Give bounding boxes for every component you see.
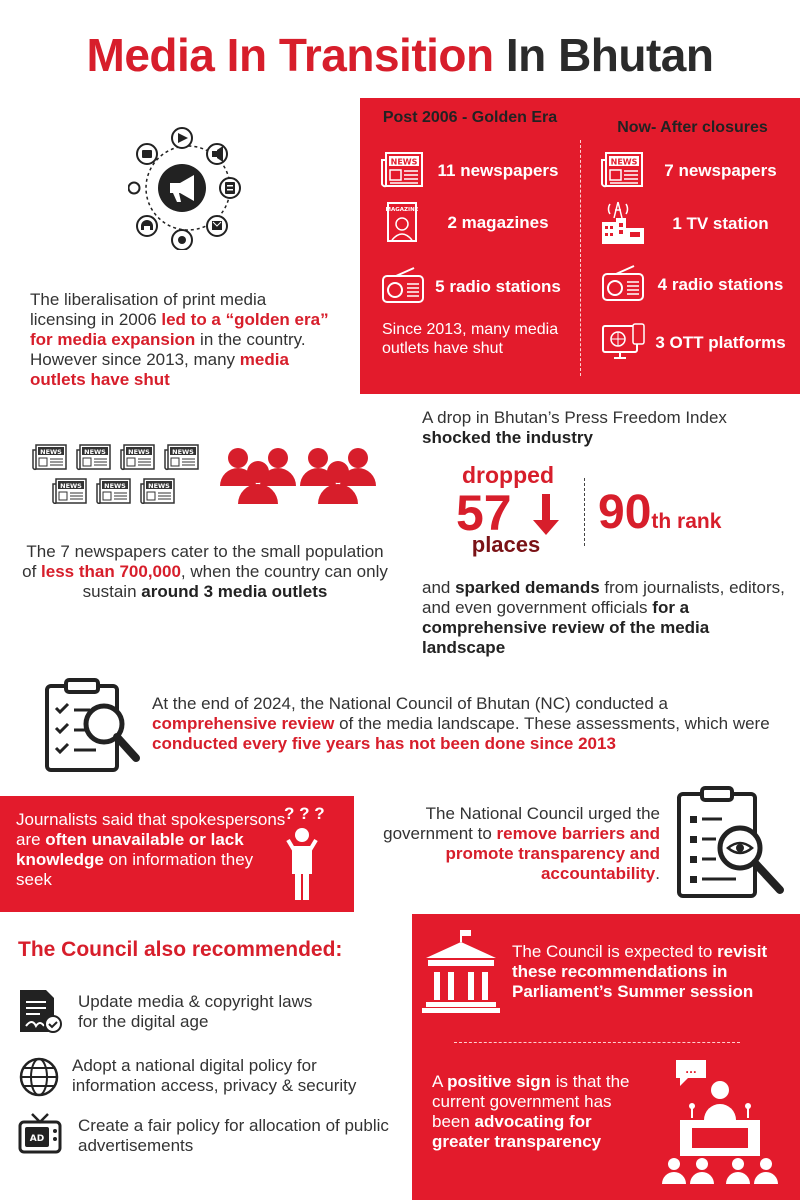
stat-right-newspapers: NEWS 7 newspapers [600,150,795,190]
stat-left-magazines: MAGAZINE 2 magazines [380,202,570,242]
newspaper-icon [600,150,646,190]
question-marks: ? ? ? [284,804,325,823]
page-title: Media In Transition In Bhutan [86,29,714,81]
panel-divider [454,1042,740,1043]
ott-platform-icon [600,322,646,362]
stat-right-radio: 4 radio stations [600,264,795,304]
media-wheel-icon [128,126,248,250]
stat-right-ott: 3 OTT platforms [600,322,795,362]
positive-sign-text: A positive sign is that the current government has been advocating for greater transparency [432,1072,630,1151]
newspaper-grid-icon [30,442,202,504]
svg-text:AD: AD [29,1134,45,1144]
radio-icon [600,264,646,304]
tv-advertisement-icon [18,1112,62,1156]
globe-icon [18,1056,60,1098]
press-freedom-intro: A drop in Bhutan’s Press Freedom Index shocked the industry [422,408,727,447]
svg-text:NEWS: NEWS [610,157,638,167]
stat-left-radio: 5 radio stations [380,266,570,306]
stat-left-newspapers: NEWS 11 newspapers [380,150,570,190]
tv-station-icon [600,200,646,246]
press-divider [584,478,585,546]
confused-person-icon [284,826,320,900]
arrow-down-icon [532,494,560,536]
council-expectations-panel [412,914,800,1200]
nc-urge-text: The National Council urged the government to remove barriers and promote transparency and accountability. [383,804,660,883]
clipboard-review-icon [44,678,140,774]
post-2006-header: Post 2006 - Golden Era [382,109,558,126]
outlets-shut-note: Since 2013, many media outlets have shut [382,321,559,357]
svg-text:MAGAZINE: MAGAZINE [385,207,419,213]
clipboard-eye-icon [676,786,788,900]
recommendation-1: Update media & copyright laws for the digital age [78,992,313,1031]
journalists-panel [0,796,354,912]
dropped-number: 57 [456,485,512,541]
population-text: The 7 newspapers cater to the small population of less than 700,000, when the country can only sustain around 3 media outlets [22,542,388,601]
revisit-text: The Council is expected to revisit these recommendations in Parliament’s Summer session [512,942,768,1001]
recommendations-heading: The Council also recommended: [18,938,343,961]
stat-right-tv: 1 TV station [600,200,795,246]
radio-icon [380,266,426,306]
after-closures-header: Now- After closures [617,119,768,136]
sparked-demands-text: and sparked demands from journalists, editors, and even government officials for a comprehensive review of the media landscape [422,578,785,657]
svg-text:NEWS: NEWS [390,157,418,167]
column-divider [580,140,581,376]
svg-text:...: ... [685,1065,697,1076]
media-stats-panel [360,98,800,394]
newspaper-icon [380,150,426,190]
population-group-icon [218,446,380,504]
document-law-icon [16,988,62,1036]
recommendation-3: Create a fair policy for allocation of public advertisements [78,1116,389,1155]
speaker-podium-icon [658,1058,782,1184]
dropped-label: dropped [462,462,554,488]
places-label: places [471,532,541,557]
recommendation-2: Adopt a national digital policy for information access, privacy & security [72,1056,357,1095]
review-text: At the end of 2024, the National Council of Bhutan (NC) conducted a comprehensive review of the media landscape. These assessments, which were conducted every five years has not been done since 2013 [152,694,770,753]
parliament-building-icon [422,928,500,1014]
intro-text: The liberalisation of print media licensing in 2006 led to a “golden era” for media expansion in the country. However since 2013, many media outlets have shut [30,290,329,389]
magazine-icon [380,202,426,242]
rank-90: 90th rank [598,486,722,539]
journalists-text: Journalists said that spokespersons are often unavailable or lack knowledge on information they seek [16,810,286,889]
